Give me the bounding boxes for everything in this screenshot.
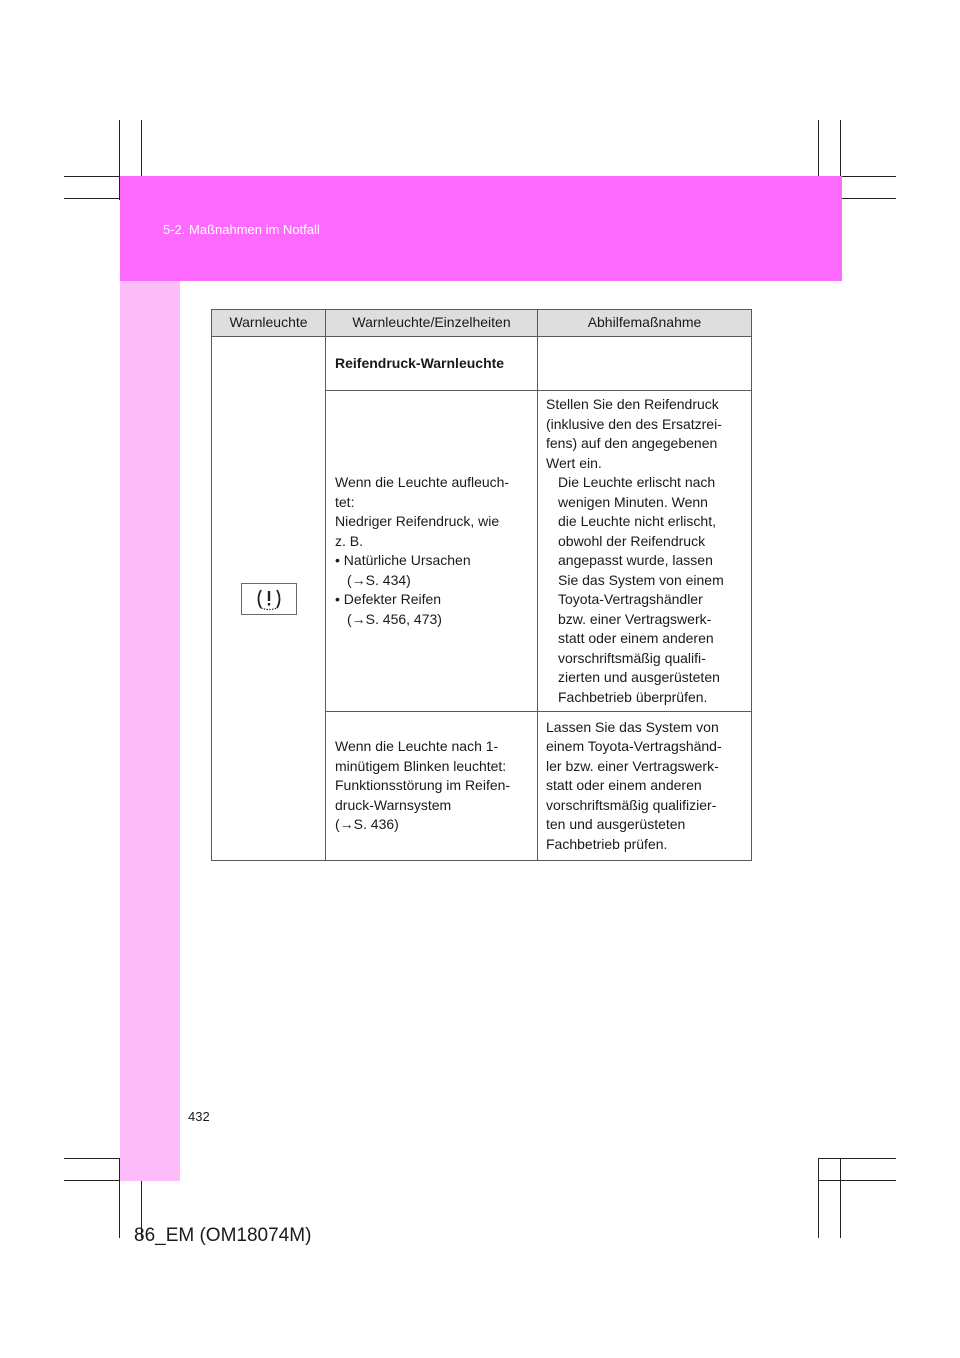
remedy-cell: [538, 712, 752, 861]
remedy-indent-line: zierten und ausgerüsteten: [558, 669, 720, 685]
remedy-line: Lassen Sie das System von: [546, 718, 719, 735]
warning-light-table: [211, 309, 752, 861]
table-header-row: [212, 310, 752, 337]
remedy-line: vorschriftsmäßig qualifizier-: [546, 796, 717, 813]
header-details: Warnleuchte/Einzelheiten: [326, 310, 538, 337]
remedy-line: einem Toyota-Vertragshänd-: [546, 738, 722, 755]
crop-mark: [818, 1158, 819, 1238]
tire-pressure-warning-icon: [241, 583, 297, 615]
remedy-line: fens) auf den angegebenen: [546, 435, 718, 451]
page-reference: (→S. 456, 473): [347, 610, 442, 627]
remedy-indent-line: Sie das System von einem: [558, 571, 724, 588]
light-title: Reifendruck-Warnleuchte: [335, 354, 505, 371]
details-line: tet:: [335, 493, 355, 510]
remedy-line: ler bzw. einer Vertragswerk-: [546, 757, 719, 774]
remedy-cell: [538, 391, 752, 712]
details-text: [335, 473, 531, 629]
details-text: [335, 737, 531, 835]
remedy-indent-line: angepasst wurde, lassen: [558, 552, 713, 568]
remedy-indent-line: Toyota-Vertragshändler: [558, 591, 703, 607]
page-number: 432: [188, 1109, 210, 1124]
crop-mark: [818, 1158, 896, 1159]
bullet-item: • Natürliche Ursachen: [335, 552, 471, 568]
remedy-text: [546, 718, 745, 855]
details-line: z. B.: [335, 532, 364, 549]
side-strip: [120, 176, 180, 1181]
document-code: 86_EM (OM18074M): [134, 1225, 312, 1246]
remedy-indent-line: bzw. einer Vertragswerk-: [558, 610, 712, 627]
details-title-cell: [326, 337, 538, 391]
remedy-indent-line: obwohl der Reifendruck: [558, 532, 706, 549]
remedy-indent-line: Fachbetrieb überprüfen.: [558, 688, 708, 705]
remedy-line: Stellen Sie den Reifendruck: [546, 396, 719, 412]
warning-light-cell: [212, 337, 326, 861]
details-line: Niedriger Reifendruck, wie: [335, 513, 500, 529]
header-warnleuchte: Warnleuchte: [212, 310, 326, 337]
remedy-indent-line: statt oder einem anderen: [558, 630, 714, 646]
remedy-indent-line: vorschriftsmäßig qualifi-: [558, 649, 706, 666]
remedy-indent-line: wenigen Minuten. Wenn: [558, 493, 708, 510]
remedy-line: (inklusive den des Ersatzrei-: [546, 415, 722, 432]
header-remedy: Abhilfemaßnahme: [538, 310, 752, 337]
details-line: Wenn die Leuchte nach 1-: [335, 738, 499, 755]
details-cell: [326, 391, 538, 712]
details-line: druck-Warnsystem: [335, 796, 452, 813]
section-title: 5-2. Maßnahmen im Notfall: [163, 222, 320, 237]
remedy-line: Wert ein.: [546, 454, 602, 471]
remedy-line: statt oder einem anderen: [546, 777, 702, 794]
table-row: [212, 337, 752, 391]
details-cell: [326, 712, 538, 861]
details-line: Funktionsstörung im Reifen-: [335, 777, 511, 794]
remedy-line: ten und ausgerüsteten: [546, 816, 686, 833]
bullet-item: • Defekter Reifen: [335, 591, 442, 607]
details-line: minütigem Blinken leuchtet:: [335, 757, 507, 774]
remedy-indent-line: die Leuchte nicht erlischt,: [558, 513, 716, 529]
remedy-indent-line: Die Leuchte erlischt nach: [558, 474, 716, 490]
empty-cell: [538, 337, 752, 391]
details-line: Wenn die Leuchte aufleuch-: [335, 474, 510, 490]
remedy-text: [546, 395, 745, 707]
page-reference: (→S. 436): [335, 816, 399, 833]
crop-mark: [818, 1180, 896, 1181]
remedy-line: Fachbetrieb prüfen.: [546, 835, 668, 852]
crop-mark: [840, 1158, 841, 1238]
page-reference: (→S. 434): [347, 571, 411, 588]
